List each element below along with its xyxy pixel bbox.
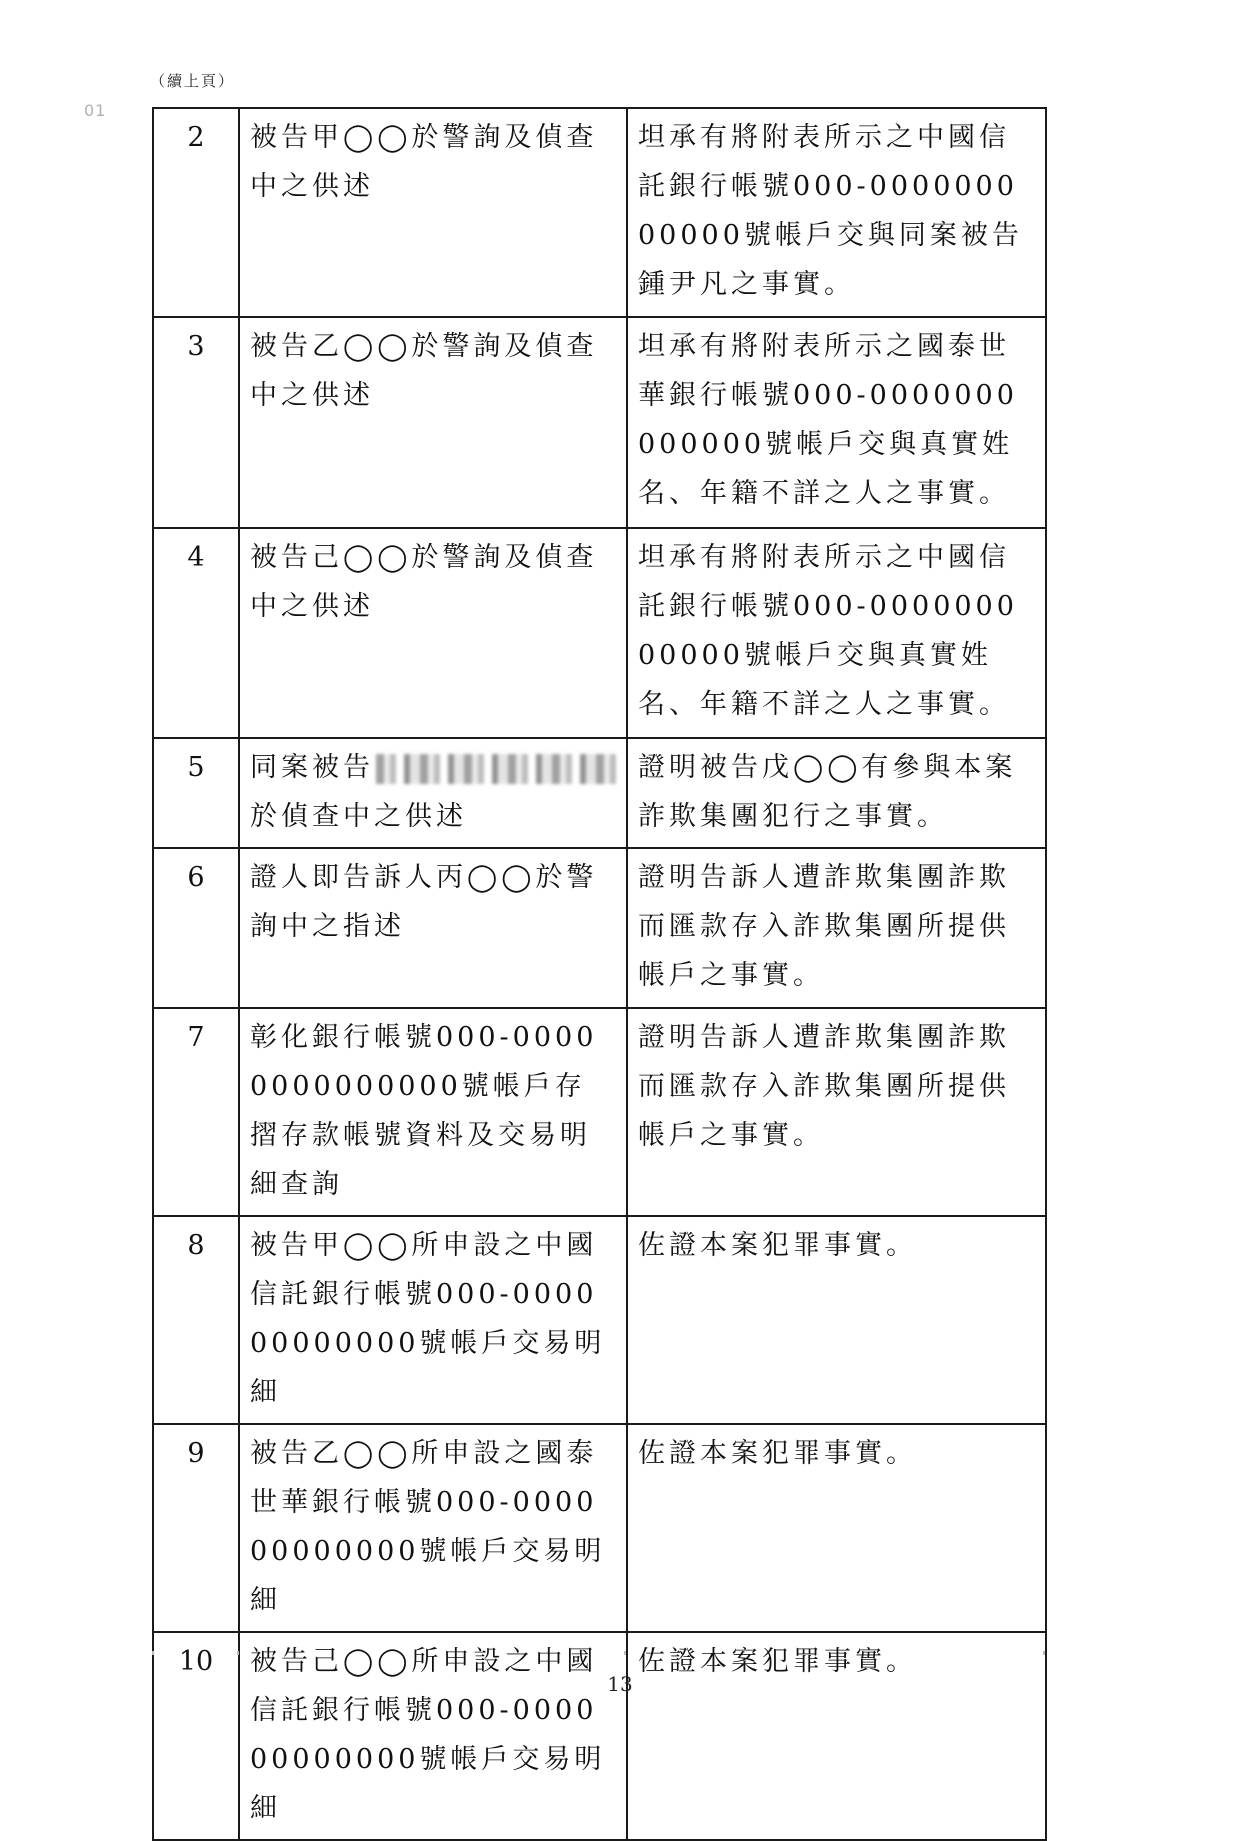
row-number: 9 (153, 1424, 239, 1632)
evidence-table (152, 107, 1047, 1841)
evidence-cell (239, 738, 627, 848)
table-row (153, 317, 1046, 528)
evidence-cell: 證人即告訴人丙◯◯於警詢中之指述 (239, 848, 627, 1008)
row-number: 3 (153, 317, 239, 528)
row-number: 5 (153, 738, 239, 848)
purpose-cell: 坦承有將附表所示之中國信託銀行帳號000-000000000000號帳戶交與真實姓名、年籍不詳之人之事實。 (627, 528, 1046, 738)
table-bottom-marks (152, 1651, 1045, 1655)
purpose-cell: 坦承有將附表所示之中國信託銀行帳號000-000000000000號帳戶交與同案被告鍾尹凡之事實。 (627, 108, 1046, 317)
evidence-prefix: 同案被告 (250, 752, 374, 783)
purpose-cell: 佐證本案犯罪事實。 (627, 1424, 1046, 1632)
evidence-cell: 被告甲◯◯所申設之中國信託銀行帳號000-000000000000號帳戶交易明細 (239, 1216, 627, 1424)
table-row (153, 1008, 1046, 1216)
evidence-suffix: 於偵查中之供述 (250, 801, 467, 832)
evidence-cell: 被告乙◯◯所申設之國泰世華銀行帳號000-000000000000號帳戶交易明細 (239, 1424, 627, 1632)
row-number: 6 (153, 848, 239, 1008)
tick-mark (624, 1651, 626, 1655)
table-row (153, 1216, 1046, 1424)
row-number: 7 (153, 1008, 239, 1216)
purpose-cell: 證明告訴人遭詐欺集團詐欺而匯款存入詐欺集團所提供帳戶之事實。 (627, 1008, 1046, 1216)
table-row (153, 848, 1046, 1008)
row-number: 2 (153, 108, 239, 317)
tick-mark (152, 1651, 154, 1655)
table-row (153, 108, 1046, 317)
evidence-cell: 被告乙◯◯於警詢及偵查中之供述 (239, 317, 627, 528)
row-number: 4 (153, 528, 239, 738)
evidence-cell: 被告甲◯◯於警詢及偵查中之供述 (239, 108, 627, 317)
row-number: 8 (153, 1216, 239, 1424)
evidence-cell: 被告己◯◯所申設之中國信託銀行帳號000-000000000000號帳戶交易明細 (239, 1632, 627, 1840)
line-number: 01 (84, 101, 107, 120)
table-row (153, 528, 1046, 738)
tick-mark (237, 1651, 239, 1655)
tick-mark (1043, 1651, 1045, 1655)
purpose-cell: 佐證本案犯罪事實。 (627, 1632, 1046, 1840)
purpose-cell: 佐證本案犯罪事實。 (627, 1216, 1046, 1424)
evidence-cell: 彰化銀行帳號000-00000000000000號帳戶存摺存款帳號資料及交易明細查詢 (239, 1008, 627, 1216)
page-number: 13 (607, 1672, 633, 1696)
table-row (153, 738, 1046, 848)
continued-label: （續上頁） (150, 72, 236, 90)
table-row (153, 1424, 1046, 1632)
purpose-cell: 證明告訴人遭詐欺集團詐欺而匯款存入詐欺集團所提供帳戶之事實。 (627, 848, 1046, 1008)
purpose-cell: 坦承有將附表所示之國泰世華銀行帳號000-0000000000000號帳戶交與真實姓名、年籍不詳之人之事實。 (627, 317, 1046, 528)
redacted-name (376, 754, 616, 784)
table-row (153, 1632, 1046, 1840)
purpose-cell: 證明被告戊◯◯有參與本案詐欺集團犯行之事實。 (627, 738, 1046, 848)
row-number: 10 (153, 1632, 239, 1840)
evidence-cell: 被告己◯◯於警詢及偵查中之供述 (239, 528, 627, 738)
